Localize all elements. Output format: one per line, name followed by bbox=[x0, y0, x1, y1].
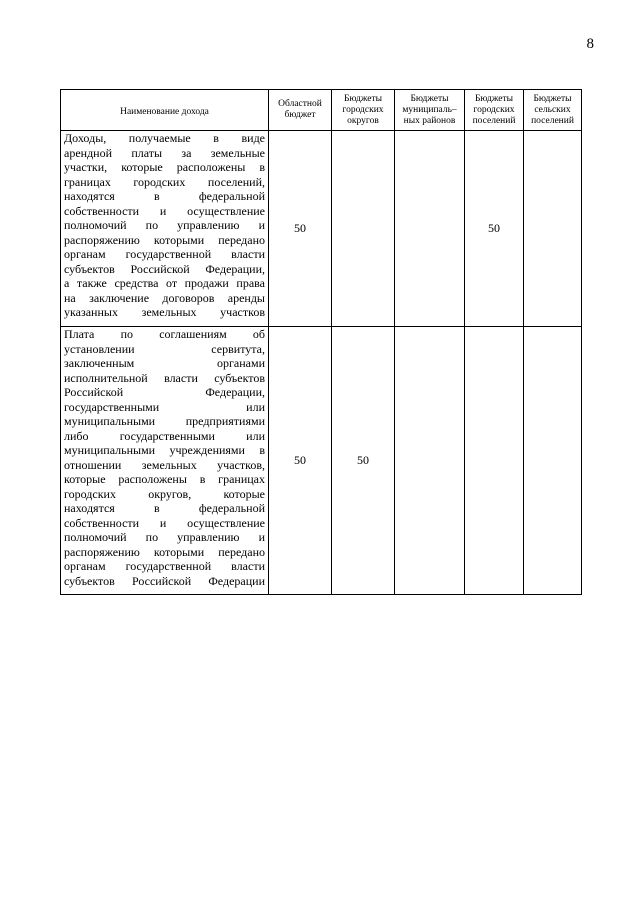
municipal-districts-value-cell bbox=[395, 131, 465, 327]
urban-settlements-value-cell bbox=[465, 327, 524, 595]
header-urban-settlements-label: Бюджеты городских поселений bbox=[472, 93, 516, 126]
header-municipal-districts-label: Бюджеты муниципаль– ных районов bbox=[402, 93, 457, 126]
header-regional-budget bbox=[269, 90, 332, 131]
table-row bbox=[61, 131, 582, 327]
header-city-districts-label: Бюджеты городских округов bbox=[342, 93, 384, 126]
municipal-districts-value-cell bbox=[395, 327, 465, 595]
header-rural-settlements-label: Бюджеты сельских поселений bbox=[531, 93, 574, 126]
regional-value-cell: 50 bbox=[269, 327, 332, 595]
header-income-name bbox=[61, 90, 269, 131]
city-districts-value-cell bbox=[332, 131, 395, 327]
table-header-row bbox=[61, 90, 582, 131]
rural-settlements-value-cell bbox=[524, 327, 582, 595]
header-urban-settlements-budgets bbox=[465, 90, 524, 131]
income-name-cell: Доходы, получаемые в виде арендной платы за земельные участки, которые расположены в границах городских поселений, находятся в федеральной собственности и осуществление полномочий по управлению и распоряжению которыми передано органам государственной власти субъектов Российской Федерации, а также средства от продажи права на заключение договоров аренды указанных земельных участков bbox=[61, 131, 269, 327]
regional-value-cell: 50 bbox=[269, 131, 332, 327]
income-name-cell: Плата по соглашениям об установлении сервитута, заключенным органами исполнительной власти субъектов Российской Федерации, государственными или муниципальными предприятиями либо государственными или муниципальными учреждениями в отношении земельных участков, которые расположены в границах городских округов, которые находятся в федеральной собственности и осуществление полномочий по управлению и распоряжению которыми передано органам государственной власти субъектов Российской Федерации bbox=[61, 327, 269, 595]
header-income-name-label: Наименование дохода bbox=[120, 106, 209, 117]
header-rural-settlements-budgets bbox=[524, 90, 582, 131]
city-districts-value-cell: 50 bbox=[332, 327, 395, 595]
income-distribution-table bbox=[60, 89, 582, 595]
header-city-districts-budgets bbox=[332, 90, 395, 131]
header-municipal-districts-budgets bbox=[395, 90, 465, 131]
rural-settlements-value-cell bbox=[524, 131, 582, 327]
page-number: 8 bbox=[586, 36, 594, 52]
urban-settlements-value-cell: 50 bbox=[465, 131, 524, 327]
header-regional-budget-label: Областной бюджет bbox=[278, 99, 322, 120]
table-row bbox=[61, 327, 582, 595]
